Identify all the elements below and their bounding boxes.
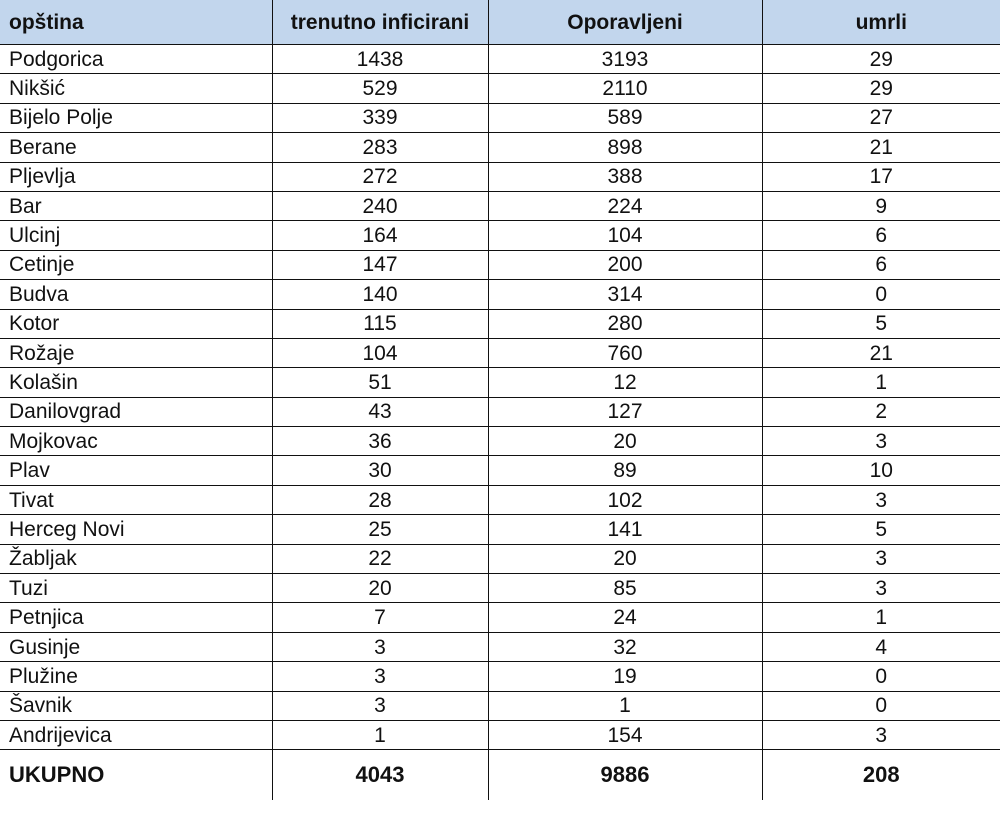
infected-cell: 30 [272,456,488,485]
recovered-cell: 280 [488,309,762,338]
municipality-cell: Tuzi [0,574,272,603]
table-row [0,191,1000,220]
table-row [0,103,1000,132]
municipality-cell: Šavnik [0,691,272,720]
municipality-cell: Žabljak [0,544,272,573]
deceased-cell: 2 [762,397,1000,426]
deceased-cell: 3 [762,485,1000,514]
municipality-cell: Tivat [0,485,272,514]
municipality-cell: Plav [0,456,272,485]
table-row [0,45,1000,74]
table-row [0,368,1000,397]
infected-cell: 22 [272,544,488,573]
header-deceased: umrli [762,0,1000,45]
recovered-cell: 589 [488,103,762,132]
recovered-cell: 314 [488,280,762,309]
municipality-cell: Kolašin [0,368,272,397]
total-infected: 4043 [272,750,488,801]
recovered-cell: 224 [488,191,762,220]
header-municipality: opština [0,0,272,45]
table-row [0,309,1000,338]
municipality-cell: Gusinje [0,632,272,661]
deceased-cell: 5 [762,309,1000,338]
deceased-cell: 9 [762,191,1000,220]
deceased-cell: 29 [762,45,1000,74]
municipality-cell: Plužine [0,662,272,691]
infected-cell: 240 [272,191,488,220]
recovered-cell: 760 [488,338,762,367]
deceased-cell: 3 [762,720,1000,749]
recovered-cell: 102 [488,485,762,514]
infected-cell: 147 [272,250,488,279]
deceased-cell: 3 [762,427,1000,456]
table-row [0,632,1000,661]
municipality-cell: Podgorica [0,45,272,74]
deceased-cell: 5 [762,515,1000,544]
table-row [0,544,1000,573]
deceased-cell: 3 [762,574,1000,603]
municipality-cell: Petnjica [0,603,272,632]
recovered-cell: 12 [488,368,762,397]
municipality-cell: Andrijevica [0,720,272,749]
municipality-cell: Pljevlja [0,162,272,191]
recovered-cell: 898 [488,133,762,162]
table-row [0,221,1000,250]
recovered-cell: 141 [488,515,762,544]
table-row [0,515,1000,544]
infected-cell: 104 [272,338,488,367]
recovered-cell: 85 [488,574,762,603]
table-row [0,74,1000,103]
total-deceased: 208 [762,750,1000,801]
table-row [0,397,1000,426]
recovered-cell: 2110 [488,74,762,103]
header-currently-infected: trenutno inficirani [272,0,488,45]
municipality-cell: Kotor [0,309,272,338]
infected-cell: 529 [272,74,488,103]
deceased-cell: 3 [762,544,1000,573]
recovered-cell: 20 [488,544,762,573]
deceased-cell: 21 [762,338,1000,367]
municipality-cell: Rožaje [0,338,272,367]
deceased-cell: 0 [762,280,1000,309]
table-row [0,574,1000,603]
total-recovered: 9886 [488,750,762,801]
infected-cell: 43 [272,397,488,426]
recovered-cell: 20 [488,427,762,456]
infected-cell: 28 [272,485,488,514]
deceased-cell: 1 [762,368,1000,397]
table-row [0,250,1000,279]
infected-cell: 1438 [272,45,488,74]
infected-cell: 115 [272,309,488,338]
recovered-cell: 127 [488,397,762,426]
municipality-cell: Nikšić [0,74,272,103]
recovered-cell: 24 [488,603,762,632]
municipality-cell: Danilovgrad [0,397,272,426]
infected-cell: 51 [272,368,488,397]
infected-cell: 20 [272,574,488,603]
infected-cell: 164 [272,221,488,250]
deceased-cell: 6 [762,250,1000,279]
recovered-cell: 19 [488,662,762,691]
infected-cell: 25 [272,515,488,544]
infected-cell: 140 [272,280,488,309]
infected-cell: 272 [272,162,488,191]
table-body [0,45,1000,750]
table-row [0,280,1000,309]
total-row [0,750,1000,801]
infected-cell: 339 [272,103,488,132]
recovered-cell: 104 [488,221,762,250]
table-row [0,338,1000,367]
recovered-cell: 1 [488,691,762,720]
municipality-cell: Budva [0,280,272,309]
table-row [0,133,1000,162]
municipality-cell: Mojkovac [0,427,272,456]
table-row [0,162,1000,191]
table-row [0,427,1000,456]
header-recovered: Oporavljeni [488,0,762,45]
total-label: UKUPNO [0,750,272,801]
deceased-cell: 0 [762,691,1000,720]
infected-cell: 36 [272,427,488,456]
table-row [0,603,1000,632]
municipality-cell: Berane [0,133,272,162]
municipality-cell: Herceg Novi [0,515,272,544]
deceased-cell: 17 [762,162,1000,191]
municipality-cell: Cetinje [0,250,272,279]
deceased-cell: 1 [762,603,1000,632]
deceased-cell: 0 [762,662,1000,691]
deceased-cell: 27 [762,103,1000,132]
deceased-cell: 21 [762,133,1000,162]
header-row [0,0,1000,45]
municipality-cell: Ulcinj [0,221,272,250]
recovered-cell: 154 [488,720,762,749]
table-row [0,662,1000,691]
recovered-cell: 3193 [488,45,762,74]
infected-cell: 283 [272,133,488,162]
infected-cell: 1 [272,720,488,749]
table-row [0,691,1000,720]
municipality-cell: Bijelo Polje [0,103,272,132]
recovered-cell: 32 [488,632,762,661]
recovered-cell: 200 [488,250,762,279]
table-row [0,720,1000,749]
infected-cell: 7 [272,603,488,632]
deceased-cell: 29 [762,74,1000,103]
recovered-cell: 89 [488,456,762,485]
table-row [0,456,1000,485]
recovered-cell: 388 [488,162,762,191]
table-row [0,485,1000,514]
deceased-cell: 4 [762,632,1000,661]
infected-cell: 3 [272,662,488,691]
infected-cell: 3 [272,632,488,661]
infected-cell: 3 [272,691,488,720]
deceased-cell: 10 [762,456,1000,485]
deceased-cell: 6 [762,221,1000,250]
municipality-cell: Bar [0,191,272,220]
